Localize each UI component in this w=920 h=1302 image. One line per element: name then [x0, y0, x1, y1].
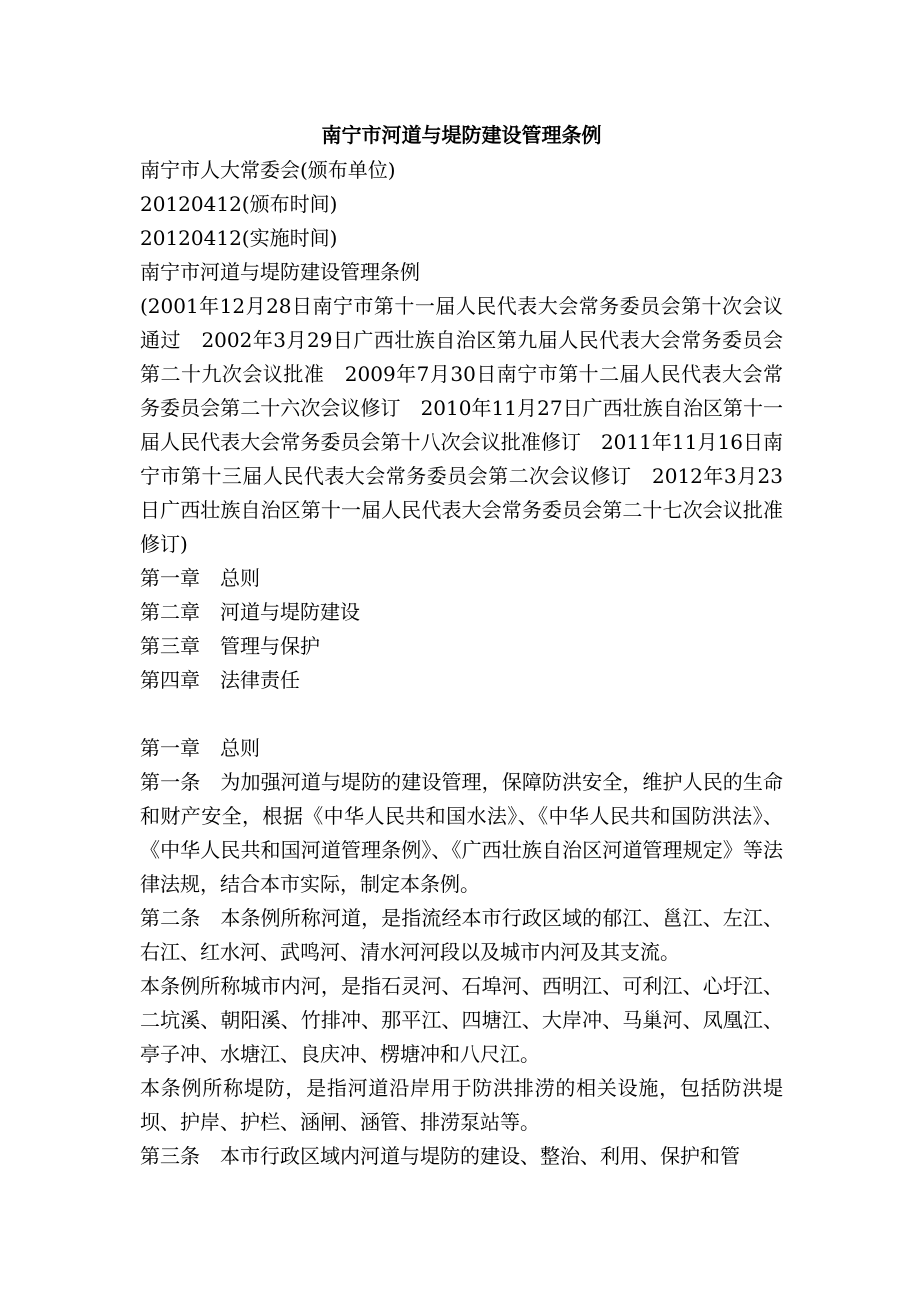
blank-line [140, 697, 783, 731]
effective-date-line: 20120412(实施时间) [140, 226, 338, 250]
legislative-history: (2001年12月28日南宁市第十一届人民代表大会常务委员会第十次会议通过 2002年3月29日广西壮族自治区第九届人民代表大会常务委员会第二十九次会议批准 2009年7月30日南宁市第十二届人民代表大会常务委员会第二十六次会议修订 2010年11月27日广西壮族自治区第十一届人民代表大会常务委员会第十八次会议批准修订 2011年11月16日南宁市第十三届人民代表大会常务委员会第二次会议修订 2012年3月23日广西壮族自治区第十一届人民代表大会常务委员会第二十七次会议批准修订) [140, 294, 783, 556]
issue-date-line: 20120412(颁布时间) [140, 192, 338, 216]
toc-item-chapter-3: 第三章 管理与保护 [140, 634, 320, 658]
document-body [140, 118, 783, 1173]
article-3: 第三条 本市行政区域内河道与堤防的建设、整治、利用、保护和管 [140, 1144, 740, 1168]
toc-item-chapter-4: 第四章 法律责任 [140, 668, 300, 692]
document-title: 南宁市河道与堤防建设管理条例 [321, 123, 602, 147]
document-subtitle: 南宁市河道与堤防建设管理条例 [140, 260, 420, 284]
toc-item-chapter-1: 第一章 总则 [140, 566, 260, 590]
article-2-inner-rivers: 本条例所称城市内河，是指石灵河、石埠河、西明江、可利江、心圩江、二坑溪、朝阳溪、竹排冲、那平江、四塘江、大岸冲、马巢河、凤凰江、亭子冲、水塘江、良庆冲、楞塘冲和八尺江。 [140, 974, 783, 1066]
article-2-embankments: 本条例所称堤防，是指河道沿岸用于防洪排涝的相关设施，包括防洪堤坝、护岸、护栏、涵闸、涵管、排涝泵站等。 [140, 1076, 783, 1134]
toc-item-chapter-2: 第二章 河道与堤防建设 [140, 600, 360, 624]
chapter-1-heading: 第一章 总则 [140, 736, 260, 760]
article-1: 第一条 为加强河道与堤防的建设管理，保障防洪安全，维护人民的生命和财产安全，根据《中华人民共和国水法》、《中华人民共和国防洪法》、《中华人民共和国河道管理条例》、《广西壮族自治区河道管理规定》等法律法规，结合本市实际，制定本条例。 [140, 770, 783, 896]
article-2: 第二条 本条例所称河道，是指流经本市行政区域的郁江、邕江、左江、右江、红水河、武鸣河、清水河河段以及城市内河及其支流。 [140, 906, 783, 964]
issuer-line: 南宁市人大常委会(颁布单位) [140, 158, 396, 182]
